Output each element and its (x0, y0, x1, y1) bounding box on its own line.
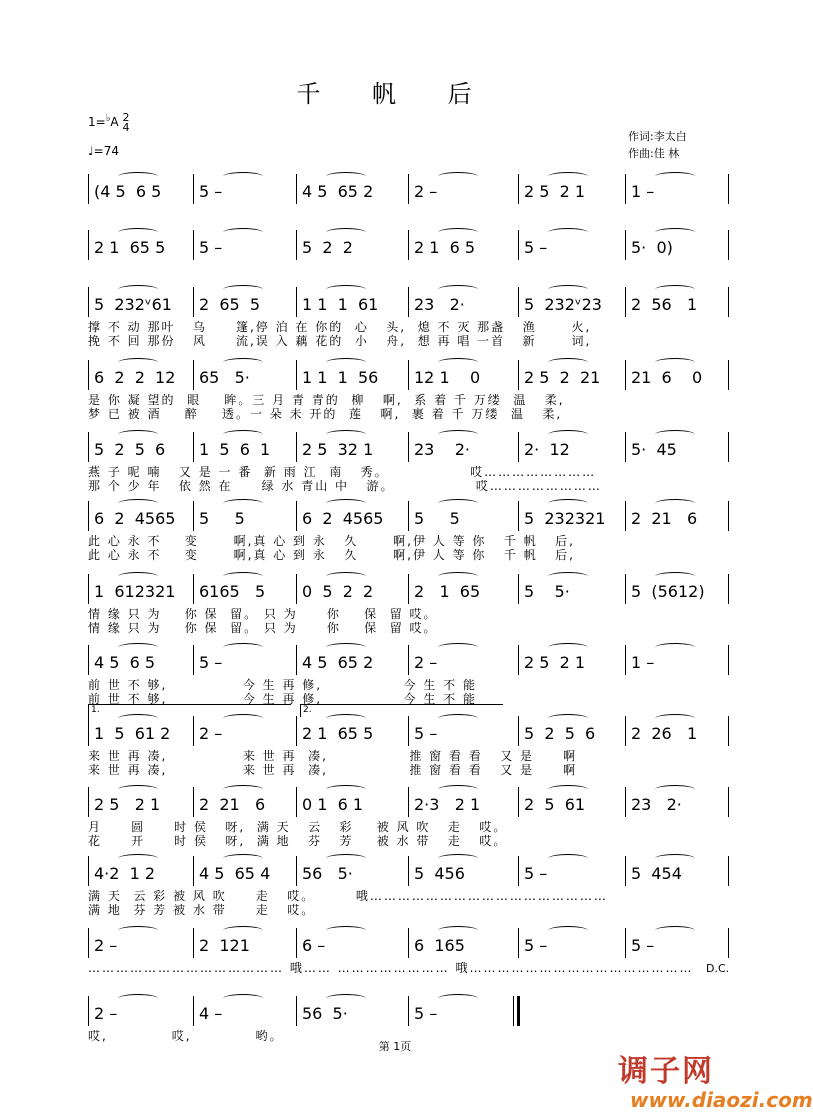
measure-notes: 4 5 6 5 (94, 653, 156, 672)
measure-notes: 5 – (414, 1004, 438, 1023)
measure-notes: 1 5 61 2 (94, 724, 171, 743)
barline (625, 501, 626, 531)
measure-notes: 21 6 0 (631, 368, 703, 387)
slur-arc (118, 499, 158, 508)
slur-arc (118, 785, 158, 794)
barline (408, 928, 409, 958)
slur-arc (655, 714, 695, 723)
slur-arc (326, 572, 366, 581)
slur-arc (548, 572, 588, 581)
slur-arc (548, 172, 588, 181)
barline (296, 501, 297, 531)
measure-notes: 2 5 2 21 (524, 368, 601, 387)
slur-arc (548, 228, 588, 237)
slur-arc (548, 430, 588, 439)
slur-arc (326, 172, 366, 181)
lyric-line-2: 梦 已 被 酒 醉 透。一 朵 未 开的 莲 啊, 裹 着 千 万缕 温 柔, (88, 407, 563, 421)
barline (728, 230, 729, 260)
measure-notes: 5 – (199, 653, 223, 672)
slur-arc (223, 572, 263, 581)
measure-notes: 6165 5 (199, 582, 266, 601)
measure-notes: 2 1 65 (414, 582, 481, 601)
barline (728, 287, 729, 317)
measure-notes: 5 5· (524, 582, 570, 601)
watermark-brand: 调子网 (618, 1054, 714, 1089)
slur-arc (223, 926, 263, 935)
measure-notes: 5 – (199, 182, 223, 201)
measure-notes: 5 232ᵛ61 (94, 295, 172, 314)
tempo-marking: ♩=74 (88, 144, 119, 158)
slur-arc (548, 643, 588, 652)
measure-notes: 6 – (302, 936, 326, 955)
measure-notes: 1 – (631, 182, 655, 201)
flat-sign: ♭ (105, 113, 111, 124)
slur-arc (655, 228, 695, 237)
measure-notes: 5 – (524, 864, 548, 883)
measure-notes: 2 5 61 (524, 795, 586, 814)
barline (625, 787, 626, 817)
slur-arc (326, 994, 366, 1003)
measure-notes: 5 – (414, 724, 438, 743)
slur-arc (655, 430, 695, 439)
barline (625, 645, 626, 675)
barline (88, 360, 89, 390)
measure-notes: 4 5 65 4 (199, 864, 271, 883)
measure-notes: 2 5 2 1 (524, 182, 586, 201)
barline (193, 432, 194, 462)
barline (88, 996, 89, 1026)
slur-arc (223, 785, 263, 794)
measure-notes: 6 2 2 12 (94, 368, 176, 387)
measure-notes: 0 1 6 1 (302, 795, 364, 814)
slur-arc (548, 714, 588, 723)
lyric-line-1: …………………………………… 哦…… …………………… 哦………………………………………… (88, 961, 694, 975)
barline (88, 174, 89, 204)
barline (408, 360, 409, 390)
barline (518, 360, 519, 390)
composer: 作曲:佳 林 (628, 147, 680, 160)
measure-notes: 5 (5612) (631, 582, 705, 601)
measure-notes: 4 – (199, 1004, 223, 1023)
barline (193, 787, 194, 817)
measure-notes: 5 – (524, 936, 548, 955)
lyricist: 作词:李太白 (628, 130, 687, 143)
measure-notes: 5 – (631, 936, 655, 955)
lyric-line-1: 情 缘 只 为 你 保 留。 只 为 你 保 留 哎。 (88, 607, 438, 621)
barline (193, 645, 194, 675)
slur-arc (438, 854, 478, 863)
lyric-line-1: 来 世 再 凑, 来 世 再 凑, 推 窗 看 看 又 是 啊 (88, 749, 578, 763)
slur-arc (326, 358, 366, 367)
slur-arc (438, 172, 478, 181)
slur-arc (326, 926, 366, 935)
measure-notes: 5 232ᵛ23 (524, 295, 602, 314)
slur-arc (438, 430, 478, 439)
slur-arc (326, 228, 366, 237)
measure-notes: (4 5 6 5 (94, 182, 162, 201)
measure-notes: 2 – (199, 724, 223, 743)
lyric-line-1: 月 圆 时 侯 呀, 满 天 云 彩 被 风 吹 走 哎。 (88, 820, 508, 834)
measure-notes: 5 456 (414, 864, 465, 883)
barline (88, 856, 89, 886)
slur-arc (223, 358, 263, 367)
barline (193, 174, 194, 204)
volta-first-ending: 1. (88, 704, 291, 717)
measure-notes: 6 2 4565 (302, 509, 384, 528)
measure-notes: 0 5 2 2 (302, 582, 374, 601)
measure-notes: 23 2· (414, 295, 465, 314)
slur-arc (655, 643, 695, 652)
page-number: 第 1页 (378, 1040, 412, 1053)
measure-notes: 2 56 1 (631, 295, 698, 314)
measure-notes: 5· 45 (631, 440, 677, 459)
slur-arc (118, 994, 158, 1003)
measure-notes: 2 5 2 1 (94, 795, 161, 814)
lyric-line-1: 满 天 云 彩 被 风 吹 走 哎。 哦…………………………………………… (88, 889, 608, 903)
barline (625, 287, 626, 317)
slur-arc (438, 228, 478, 237)
slur-arc (223, 172, 263, 181)
barline (193, 501, 194, 531)
barline (88, 928, 89, 958)
slur-arc (118, 172, 158, 181)
barline (88, 574, 89, 604)
measure-notes: 2 – (94, 1004, 118, 1023)
barline (408, 432, 409, 462)
key-signature (88, 112, 129, 133)
slur-arc (223, 285, 263, 294)
barline (518, 574, 519, 604)
measure-notes: 2 26 1 (631, 724, 698, 743)
barline (518, 856, 519, 886)
slur-arc (655, 172, 695, 181)
barline (728, 360, 729, 390)
barline (518, 645, 519, 675)
barline (408, 787, 409, 817)
barline (518, 432, 519, 462)
slur-arc (548, 926, 588, 935)
lyric-line-1: 是 你 凝 望的 眼 眸。三 月 青 青的 柳 啊, 系 着 千 万缕 温 柔, (88, 393, 565, 407)
slur-arc (438, 572, 478, 581)
da-capo-mark: D.C. (706, 962, 730, 975)
slur-arc (438, 643, 478, 652)
measure-notes: 1 1 1 56 (302, 368, 379, 387)
measure-notes: 5 232321 (524, 509, 606, 528)
time-numerator: 2 (122, 110, 130, 124)
measure-notes: 2 1 65 5 (302, 724, 374, 743)
lyric-line-2: 此 心 永 不 变 啊,真 心 到 永 久 啊,伊 人 等 你 千 帆 后, (88, 548, 575, 562)
barline (296, 574, 297, 604)
barline (296, 360, 297, 390)
measure-notes: 2 1 65 5 (94, 238, 166, 257)
slur-arc (438, 785, 478, 794)
slur-arc (655, 285, 695, 294)
time-denominator: 4 (122, 120, 130, 134)
slur-arc (118, 358, 158, 367)
barline (193, 287, 194, 317)
slur-arc (326, 430, 366, 439)
slur-arc (223, 228, 263, 237)
barline (296, 856, 297, 886)
measure-notes: 2 – (414, 653, 438, 672)
key-prefix: 1= (88, 115, 106, 129)
measure-notes: 5 – (199, 238, 223, 257)
lyric-line-2: 来 世 再 凑, 来 世 再 凑, 推 窗 看 看 又 是 啊 (88, 763, 578, 777)
measure-notes: 5 2 2 (302, 238, 353, 257)
measure-notes: 5 454 (631, 864, 682, 883)
slur-arc (118, 926, 158, 935)
barline (88, 287, 89, 317)
slur-arc (326, 785, 366, 794)
barline (728, 174, 729, 204)
credits (628, 128, 687, 162)
measure-notes: 5· 0) (631, 238, 673, 257)
barline (296, 645, 297, 675)
lyric-line-1: 撑 不 动 那叶 乌 篷,停 泊 在 你的 心 头, 熄 不 灭 那盏 渔 火, (88, 320, 592, 334)
slur-arc (118, 854, 158, 863)
barline (408, 574, 409, 604)
measure-notes: 2·3 2 1 (414, 795, 481, 814)
barline (296, 287, 297, 317)
barline (408, 856, 409, 886)
slur-arc (223, 430, 263, 439)
barline (408, 716, 409, 746)
slur-arc (326, 854, 366, 863)
measure-notes: 1 612321 (94, 582, 176, 601)
volta-second-ending: 2. (300, 704, 503, 717)
lyric-line-2: 情 缘 只 为 你 保 留。 只 为 你 保 留 哎。 (88, 621, 438, 635)
slur-arc (223, 499, 263, 508)
barline (625, 432, 626, 462)
barline (88, 501, 89, 531)
measure-notes: 1 – (631, 653, 655, 672)
barline (193, 856, 194, 886)
slur-arc (118, 643, 158, 652)
measure-notes: 2 21 6 (199, 795, 266, 814)
barline (193, 574, 194, 604)
barline (728, 432, 729, 462)
measure-notes: 5 5 (414, 509, 460, 528)
lyric-line-2: 花 开 时 侯 呀, 满 地 芬 芳 被 水 带 走 哎。 (88, 834, 508, 848)
barline (88, 787, 89, 817)
slur-arc (548, 854, 588, 863)
slur-arc (326, 643, 366, 652)
barline (193, 996, 194, 1026)
slur-arc (326, 499, 366, 508)
barline (408, 501, 409, 531)
barline (408, 174, 409, 204)
barline (518, 787, 519, 817)
measure-notes: 5 5 (199, 509, 245, 528)
barline (296, 432, 297, 462)
barline (625, 856, 626, 886)
measure-notes: 4 5 65 2 (302, 653, 374, 672)
barline (518, 716, 519, 746)
barline (728, 856, 729, 886)
barline (625, 360, 626, 390)
lyric-line-1: 此 心 永 不 变 啊,真 心 到 永 久 啊,伊 人 等 你 千 帆 后, (88, 534, 575, 548)
measure-notes: 23 2· (414, 440, 470, 459)
measure-notes: 5 2 5 6 (94, 440, 166, 459)
barline (625, 230, 626, 260)
slur-arc (548, 285, 588, 294)
slur-arc (655, 854, 695, 863)
measure-notes: 2 – (414, 182, 438, 201)
slur-arc (438, 926, 478, 935)
measure-notes: 2 121 (199, 936, 250, 955)
measure-notes: 6 2 4565 (94, 509, 176, 528)
barline (193, 716, 194, 746)
barline (296, 787, 297, 817)
slur-arc (438, 994, 478, 1003)
measure-notes: 2 – (94, 936, 118, 955)
slur-arc (438, 358, 478, 367)
barline (408, 230, 409, 260)
barline (625, 716, 626, 746)
barline (625, 928, 626, 958)
slur-arc (655, 499, 695, 508)
measure-notes: 5 – (524, 238, 548, 257)
slur-arc (548, 499, 588, 508)
measure-notes: 65 5· (199, 368, 250, 387)
measure-notes: 2 5 32 1 (302, 440, 374, 459)
barline (193, 928, 194, 958)
barline (728, 645, 729, 675)
watermark-url: www.diaozi.com (630, 1088, 813, 1112)
measure-notes: 23 2· (631, 795, 682, 814)
barline (518, 928, 519, 958)
barline (518, 230, 519, 260)
slur-arc (223, 854, 263, 863)
measure-notes: 2 5 2 1 (524, 653, 586, 672)
barline (88, 230, 89, 260)
barline (408, 645, 409, 675)
measure-notes: 2 65 5 (199, 295, 261, 314)
barline (296, 928, 297, 958)
barline (625, 174, 626, 204)
barline (193, 230, 194, 260)
barline (88, 645, 89, 675)
slur-arc (548, 358, 588, 367)
barline (296, 174, 297, 204)
barline (88, 716, 89, 746)
measure-notes: 56 5· (302, 864, 353, 883)
barline (728, 928, 729, 958)
slur-arc (438, 285, 478, 294)
measure-notes: 1 5 6 1 (199, 440, 271, 459)
barline (296, 716, 297, 746)
slur-arc (118, 228, 158, 237)
measure-notes: 2 1 6 5 (414, 238, 476, 257)
slur-arc (655, 572, 695, 581)
barline (408, 287, 409, 317)
slur-arc (655, 358, 695, 367)
lyric-line-1: 燕 子 呢 喃 又 是 一 番 新 雨 江 南 秀。 哎…………………… (88, 465, 597, 479)
barline (296, 996, 297, 1026)
measure-notes: 2 21 6 (631, 509, 698, 528)
barline (728, 501, 729, 531)
slur-arc (548, 785, 588, 794)
slur-arc (438, 499, 478, 508)
measure-notes: 2· 12 (524, 440, 570, 459)
barline (728, 716, 729, 746)
measure-notes: 1 1 1 61 (302, 295, 379, 314)
time-signature (122, 110, 130, 134)
key-tonic: A (110, 115, 119, 129)
slur-arc (326, 285, 366, 294)
barline (518, 287, 519, 317)
barline (193, 360, 194, 390)
measure-notes: 4 5 65 2 (302, 182, 374, 201)
lyric-line-1: 前 世 不 够, 今 生 再 修, 今 生 不 能 (88, 678, 477, 692)
measure-notes: 4·2 1 2 (94, 864, 156, 883)
barline (518, 501, 519, 531)
slur-arc (118, 430, 158, 439)
barline (728, 787, 729, 817)
slur-arc (655, 926, 695, 935)
barline (518, 174, 519, 204)
measure-notes: 6 165 (414, 936, 465, 955)
lyric-line-2: 前 世 不 够, 今 生 再 修, 今 生 不 能 (88, 692, 477, 706)
barline (513, 996, 520, 1026)
lyric-line-1: 哎, 哎, 哟。 (88, 1029, 284, 1043)
slur-arc (223, 643, 263, 652)
measure-notes: 56 5· (302, 1004, 348, 1023)
slur-arc (118, 285, 158, 294)
song-title: 千 帆 后 (296, 80, 494, 108)
lyric-line-2: 满 地 芬 芳 被 水 带 走 哎。 (88, 903, 316, 917)
barline (88, 432, 89, 462)
barline (625, 574, 626, 604)
lyric-line-2: 挽 不 回 那份 风 流,误 入 藕 花的 小 舟, 想 再 唱 一首 新 词, (88, 334, 592, 348)
barline (408, 996, 409, 1026)
slur-arc (655, 785, 695, 794)
barline (296, 230, 297, 260)
slur-arc (118, 572, 158, 581)
lyric-line-2: 那 个 少 年 依 然 在 绿 水 青山 中 游。 哎…………………… (88, 479, 602, 493)
slur-arc (223, 994, 263, 1003)
barline (728, 574, 729, 604)
measure-notes: 12 1 0 (414, 368, 481, 387)
measure-notes: 5 2 5 6 (524, 724, 596, 743)
